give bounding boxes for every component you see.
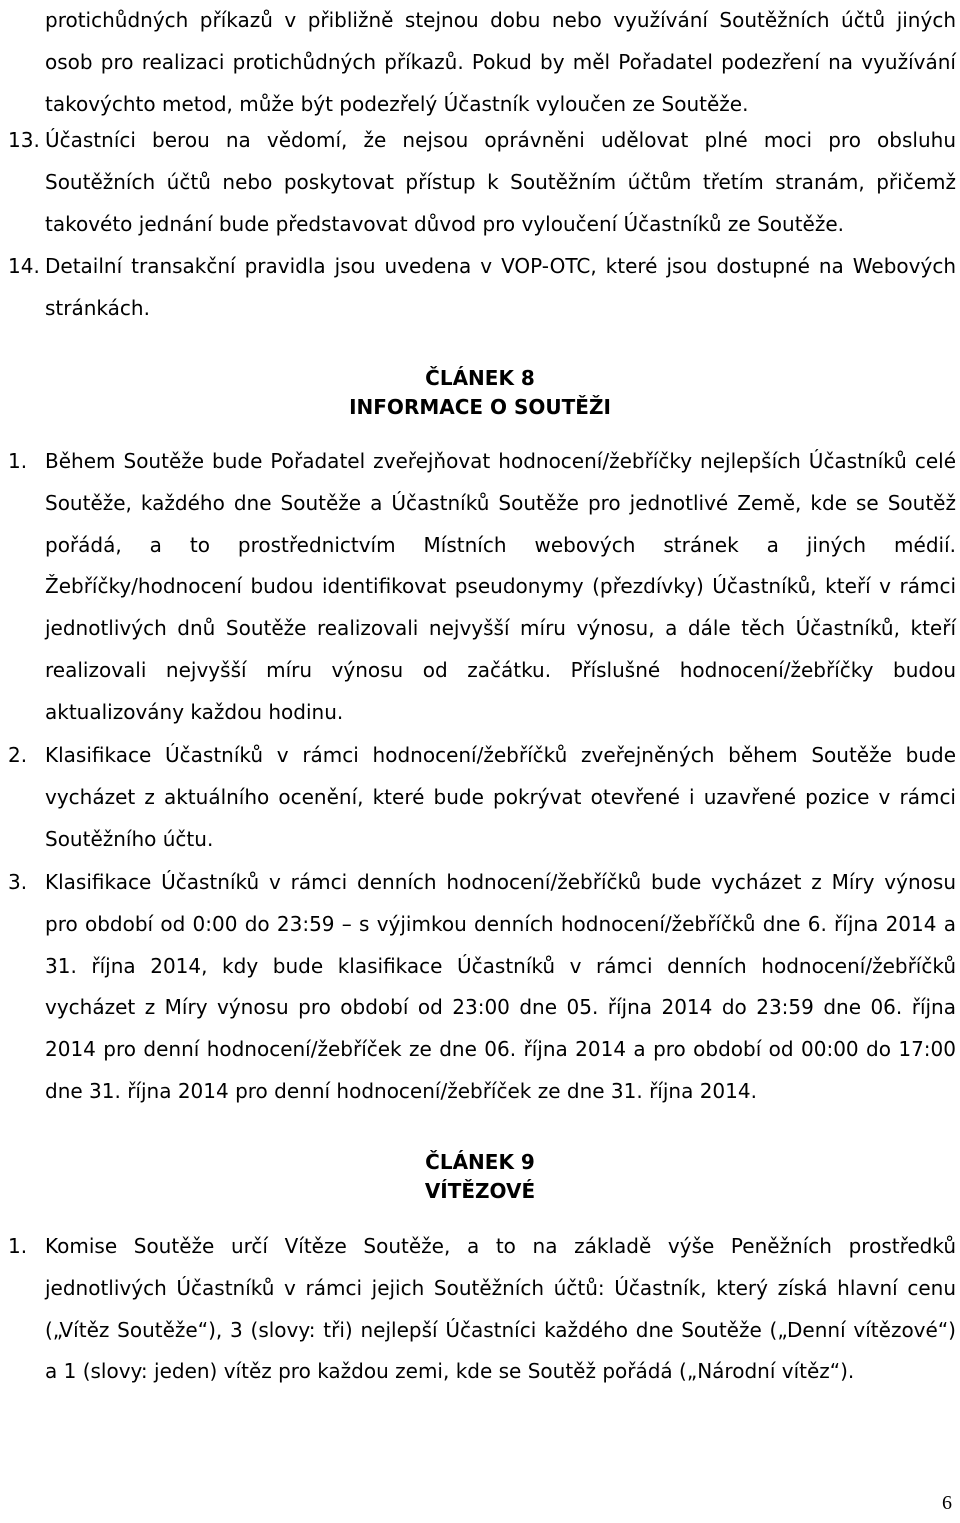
article7-item-14 [8,246,956,330]
paragraph-continuation [8,0,956,125]
paragraph-text: protichůdných příkazů v přibližně stejnou dobu nebo využívání Soutěžních účtů jiných osob pro realizaci protichůdných příkazů. Pokud by měl Pořadatel podezření na využívání takovýchto metod, může být podezřelý Účastník vyloučen ze Soutěže. [45,8,956,116]
item-number: 3. [8,870,28,894]
item-number: 13. [8,128,40,152]
page-number: 6 [942,1492,952,1514]
item-number: 14. [8,254,40,278]
article8-heading: ČLÁNEK 8 [425,366,535,390]
item-number: 2. [8,743,28,767]
item-text: Klasifikace Účastníků v rámci hodnocení/žebříčků zveřejněných během Soutěže bude vycházet z aktuálního ocenění, které bude pokrývat otevřené i uzavřené pozice v rámci Soutěžního účtu. [45,743,956,851]
item-text: Detailní transakční pravidla jsou uvedena v VOP-OTC, které jsou dostupné na Webových stránkách. [45,254,956,320]
article8-item-2 [8,735,956,860]
item-number: 1. [8,1234,28,1258]
item-text: Komise Soutěže určí Vítěze Soutěže, a to na základě výše Peněžních prostředků jednotlivých Účastníků v rámci jejich Soutěžních účtů: Účastník, který získá hlavní cenu („Vítěz Soutěže“), 3 (slovy: tři) nejlepší Účastníci každého dne Soutěže („Denní vítězové“) a 1 (slovy: jeden) vítěz pro každou zemi, kde se Soutěž pořádá („Národní vítěz“). [45,1234,956,1384]
item-number: 1. [8,449,28,473]
article8-subheading: INFORMACE O SOUTĚŽI [349,395,611,419]
article8-item-3 [8,862,956,1113]
article7-item-13 [8,120,956,245]
item-text: Klasifikace Účastníků v rámci denních hodnocení/žebříčků bude vycházet z Míry výnosu pro období od 0:00 do 23:59 – s výjimkou denních hodnocení/žebříčků dne 6. října 2014 a 31. října 2014, kdy bude klasifikace Účastníků v rámci denních hodnocení/žebříčků vycházet z Míry výnosu pro období od 23:00 dne 05. října 2014 do 23:59 dne 06. října 2014 pro denní hodnocení/žebříček ze dne 06. října 2014 a pro období od 00:00 do 17:00 dne 31. října 2014 pro denní hodnocení/žebříček ze dne 31. října 2014. [45,870,956,1103]
item-text: Účastníci berou na vědomí, že nejsou oprávněni udělovat plné moci pro obsluhu Soutěžních účtů nebo poskytovat přístup k Soutěžním účtům třetím stranám, přičemž takovéto jednání bude představovat důvod pro vyloučení Účastníků ze Soutěže. [45,128,956,236]
item-text: Během Soutěže bude Pořadatel zveřejňovat hodnocení/žebříčky nejlepších Účastníků celé Soutěže, každého dne Soutěže a Účastníků Soutěže pro jednotlivé Země, kde se Soutěž pořádá, a to prostřednictvím Místních webových stránek a jiných médií. Žebříčky/hodnocení budou identifikovat pseudonymy (přezdívky) Účastníků, kteří v rámci jednotlivých dnů Soutěže realizovali nejvyšší míru výnosu, a dále těch Účastníků, kteří realizovali nejvyšší míru výnosu od začátku. Příslušné hodnocení/žebříčky budou aktualizovány každou hodinu. [45,449,956,724]
article9-heading: ČLÁNEK 9 [425,1150,535,1174]
article9-subheading: VÍTĚZOVÉ [424,1179,536,1203]
article9-item-1 [8,1226,956,1393]
article8-item-1 [8,441,956,734]
